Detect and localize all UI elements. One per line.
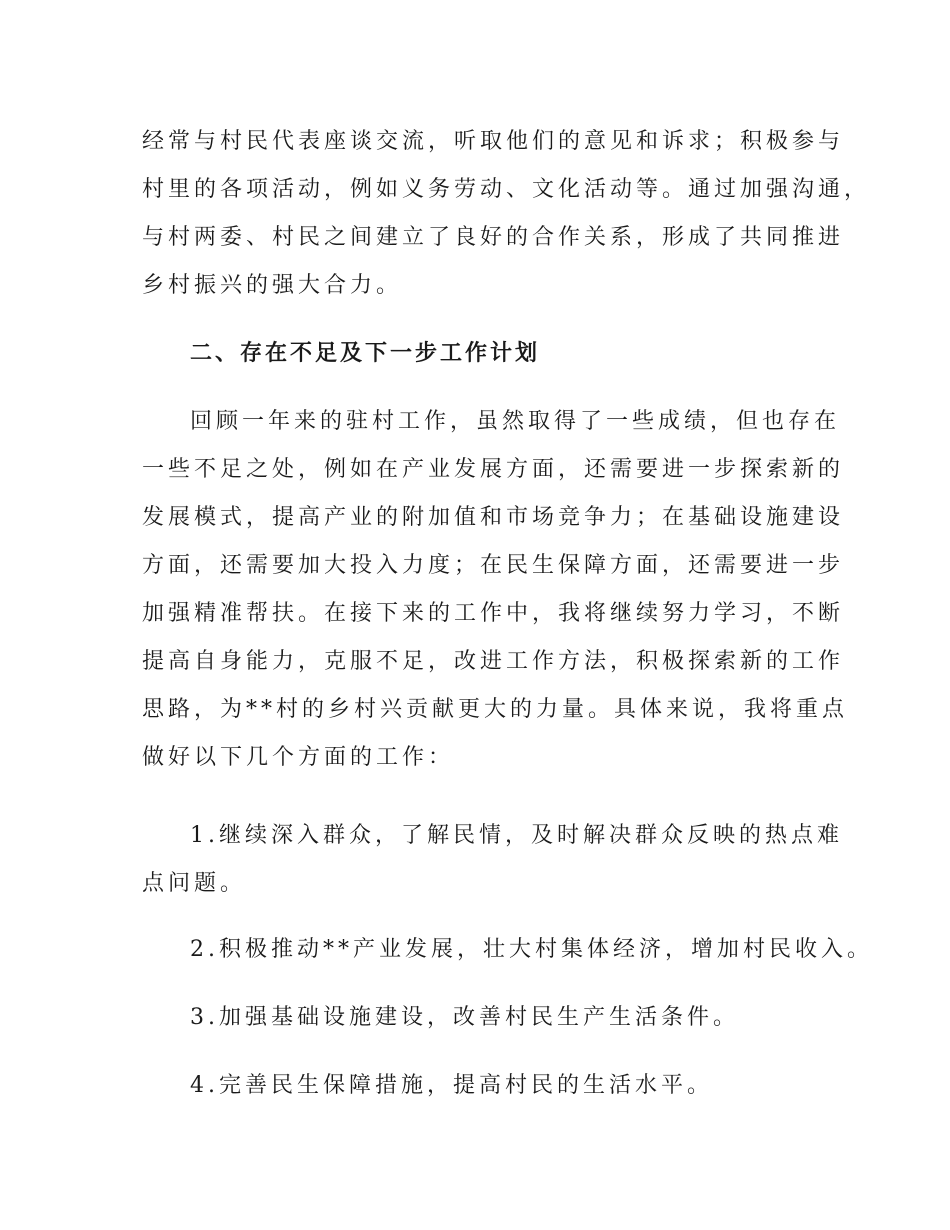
paragraph-review	[142, 398, 849, 782]
paragraph-line: 提高自身能力，克服不足，改进工作方法，积极探索新的工作	[142, 649, 845, 674]
list-item-line: 点问题。	[142, 871, 247, 896]
list-item-line: 4.完善民生保障措施，提高村民的生活水平。	[190, 1073, 713, 1098]
list-item-line: 1.继续深入群众，了解民情，及时解决群众反映的热点难	[190, 823, 843, 848]
paragraph-line: 一些不足之处，例如在产业发展方面，还需要进一步探索新的	[142, 457, 845, 482]
list-item-line: 2.积极推动**产业发展，壮大村集体经济，增加村民收入。	[190, 937, 873, 962]
paragraph-line: 乡村振兴的强大合力。	[142, 273, 403, 298]
section-heading-text: 二、存在不足及下一步工作计划	[190, 341, 541, 366]
list-item-4	[142, 1062, 818, 1110]
list-item-3	[142, 994, 818, 1042]
paragraph-line: 经常与村民代表座谈交流，听取他们的意见和诉求；积极参与	[142, 129, 845, 154]
paragraph-line: 与村两委、村民之间建立了良好的合作关系，形成了共同推进	[142, 225, 845, 250]
list-item-1	[142, 812, 843, 908]
section-heading	[190, 330, 866, 378]
paragraph-line: 村里的各项活动，例如义务劳动、文化活动等。通过加强沟通，	[142, 177, 871, 202]
paragraph-line: 方面，还需要加大投入力度；在民生保障方面，还需要进一步	[142, 553, 845, 578]
paragraph-line: 回顾一年来的驻村工作，虽然取得了一些成绩，但也存在	[190, 409, 841, 434]
paragraph-line: 加强精准帮扶。在接下来的工作中，我将继续努力学习，不断	[142, 601, 845, 626]
paragraph-line: 发展模式，提高产业的附加值和市场竞争力；在基础设施建设	[142, 505, 845, 530]
paragraph-continuation	[142, 118, 871, 310]
paragraph-line: 做好以下几个方面的工作：	[142, 745, 455, 770]
list-item-2	[142, 926, 873, 974]
list-item-line: 3.加强基础设施建设，改善村民生产生活条件。	[190, 1005, 739, 1030]
paragraph-line: 思路，为**村的乡村兴贡献更大的力量。具体来说，我将重点	[142, 697, 849, 722]
